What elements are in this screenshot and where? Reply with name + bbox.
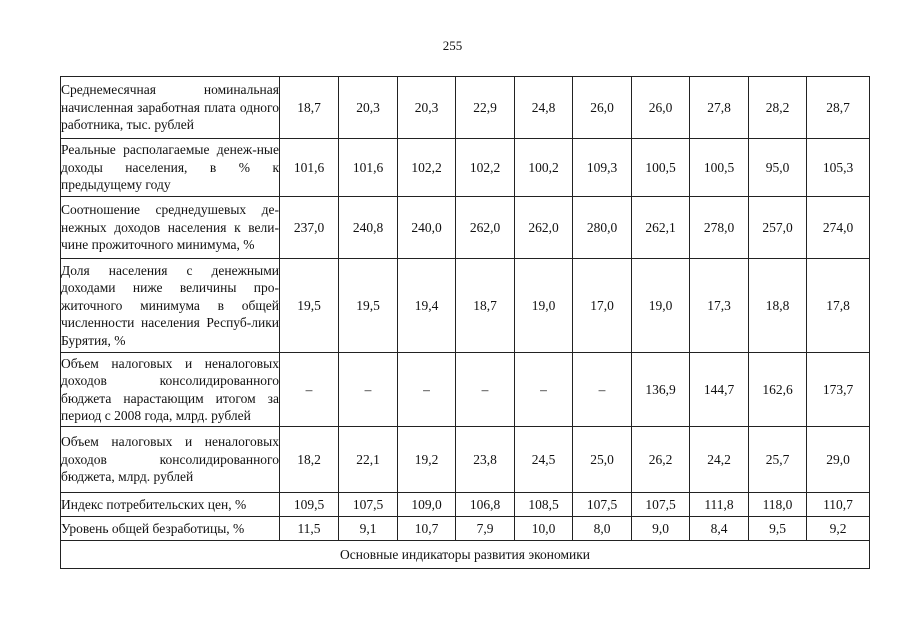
- table-cell: 22,9: [456, 77, 515, 139]
- table-cell: 274,0: [807, 197, 870, 259]
- table-cell: 144,7: [690, 353, 749, 427]
- table-cell: 100,2: [515, 139, 573, 197]
- table-cell: 29,0: [807, 427, 870, 493]
- row-label: Соотношение среднедушевых де-нежных доходов населения к вели-чине прожиточного минимума, %: [61, 197, 280, 259]
- table-cell: 100,5: [632, 139, 690, 197]
- table-cell: 20,3: [339, 77, 398, 139]
- table-cell: 100,5: [690, 139, 749, 197]
- table-cell: 17,8: [807, 259, 870, 353]
- table-cell: 26,0: [573, 77, 632, 139]
- row-label: Уровень общей безработицы, %: [61, 517, 280, 541]
- table-cell: 18,2: [280, 427, 339, 493]
- table-cell: –: [339, 353, 398, 427]
- table-cell: 19,2: [398, 427, 456, 493]
- row-label: Доля населения с денежными доходами ниже величины про-житочного минимума в общей численности населения Респуб-лики Бурятия, %: [61, 259, 280, 353]
- table-cell: 110,7: [807, 493, 870, 517]
- table-cell: 173,7: [807, 353, 870, 427]
- table-cell: 118,0: [749, 493, 807, 517]
- table-cell: 10,7: [398, 517, 456, 541]
- table-row: [61, 77, 870, 139]
- table-cell: 262,1: [632, 197, 690, 259]
- table-cell: 28,2: [749, 77, 807, 139]
- table-cell: 24,5: [515, 427, 573, 493]
- table-cell: 102,2: [398, 139, 456, 197]
- table-cell: 111,8: [690, 493, 749, 517]
- table-cell: 105,3: [807, 139, 870, 197]
- table-cell: 101,6: [280, 139, 339, 197]
- table-cell: 25,0: [573, 427, 632, 493]
- table-row: [61, 427, 870, 493]
- table-cell: 19,5: [280, 259, 339, 353]
- table-cell: 109,3: [573, 139, 632, 197]
- table-cell: 262,0: [456, 197, 515, 259]
- table-cell: 22,1: [339, 427, 398, 493]
- table-cell: –: [573, 353, 632, 427]
- table-cell: 109,0: [398, 493, 456, 517]
- table-cell: 7,9: [456, 517, 515, 541]
- table-row: [61, 517, 870, 541]
- table-row: [61, 139, 870, 197]
- table-cell: 27,8: [690, 77, 749, 139]
- row-label: Индекс потребительских цен, %: [61, 493, 280, 517]
- table-cell: 107,5: [339, 493, 398, 517]
- table-cell: 19,0: [515, 259, 573, 353]
- table-cell: 106,8: [456, 493, 515, 517]
- table-cell: 9,5: [749, 517, 807, 541]
- table-cell: 17,0: [573, 259, 632, 353]
- table-row: [61, 259, 870, 353]
- table-cell: 26,0: [632, 77, 690, 139]
- row-label: Реальные располагаемые денеж-ные доходы населения, в % к предыдущему году: [61, 139, 280, 197]
- page-number: 255: [442, 38, 463, 53]
- indicators-table: [60, 76, 870, 569]
- table-cell: 95,0: [749, 139, 807, 197]
- table-cell: 8,4: [690, 517, 749, 541]
- table-cell: 280,0: [573, 197, 632, 259]
- table-cell: 19,5: [339, 259, 398, 353]
- row-label: Объем налоговых и неналоговых доходов консолидированного бюджета нарастающим итогом за период с 2008 года, млрд. рублей: [61, 353, 280, 427]
- table-row: [61, 353, 870, 427]
- table-cell: 162,6: [749, 353, 807, 427]
- table-cell: 107,5: [573, 493, 632, 517]
- table-cell: 240,8: [339, 197, 398, 259]
- table-cell: 9,1: [339, 517, 398, 541]
- table-cell: 24,8: [515, 77, 573, 139]
- table-cell: 9,2: [807, 517, 870, 541]
- table-cell: 24,2: [690, 427, 749, 493]
- table-cell: 26,2: [632, 427, 690, 493]
- table-row: [61, 493, 870, 517]
- table-cell: 278,0: [690, 197, 749, 259]
- table-cell: 20,3: [398, 77, 456, 139]
- table-cell: 257,0: [749, 197, 807, 259]
- table-cell: 18,7: [456, 259, 515, 353]
- table-cell: 28,7: [807, 77, 870, 139]
- table-cell: 19,0: [632, 259, 690, 353]
- table-cell: 19,4: [398, 259, 456, 353]
- table-cell: 107,5: [632, 493, 690, 517]
- table-cell: 102,2: [456, 139, 515, 197]
- table-cell: 25,7: [749, 427, 807, 493]
- table-cell: 136,9: [632, 353, 690, 427]
- table-cell: 18,7: [280, 77, 339, 139]
- row-label: Среднемесячная номинальная начисленная заработная плата одного работника, тыс. рублей: [61, 77, 280, 139]
- section-heading: Основные индикаторы развития экономики: [61, 541, 870, 569]
- table-cell: 101,6: [339, 139, 398, 197]
- section-row: [61, 541, 870, 569]
- row-label: Объем налоговых и неналоговых доходов консолидированного бюджета, млрд. рублей: [61, 427, 280, 493]
- table-cell: 240,0: [398, 197, 456, 259]
- table-cell: 9,0: [632, 517, 690, 541]
- table-cell: 237,0: [280, 197, 339, 259]
- table-cell: 23,8: [456, 427, 515, 493]
- table-cell: –: [456, 353, 515, 427]
- table-cell: –: [515, 353, 573, 427]
- table-cell: 11,5: [280, 517, 339, 541]
- table-cell: 8,0: [573, 517, 632, 541]
- table-cell: 17,3: [690, 259, 749, 353]
- table-row: [61, 197, 870, 259]
- table-cell: –: [280, 353, 339, 427]
- table-cell: 262,0: [515, 197, 573, 259]
- table-cell: –: [398, 353, 456, 427]
- table-cell: 10,0: [515, 517, 573, 541]
- table-cell: 109,5: [280, 493, 339, 517]
- table-cell: 108,5: [515, 493, 573, 517]
- table-cell: 18,8: [749, 259, 807, 353]
